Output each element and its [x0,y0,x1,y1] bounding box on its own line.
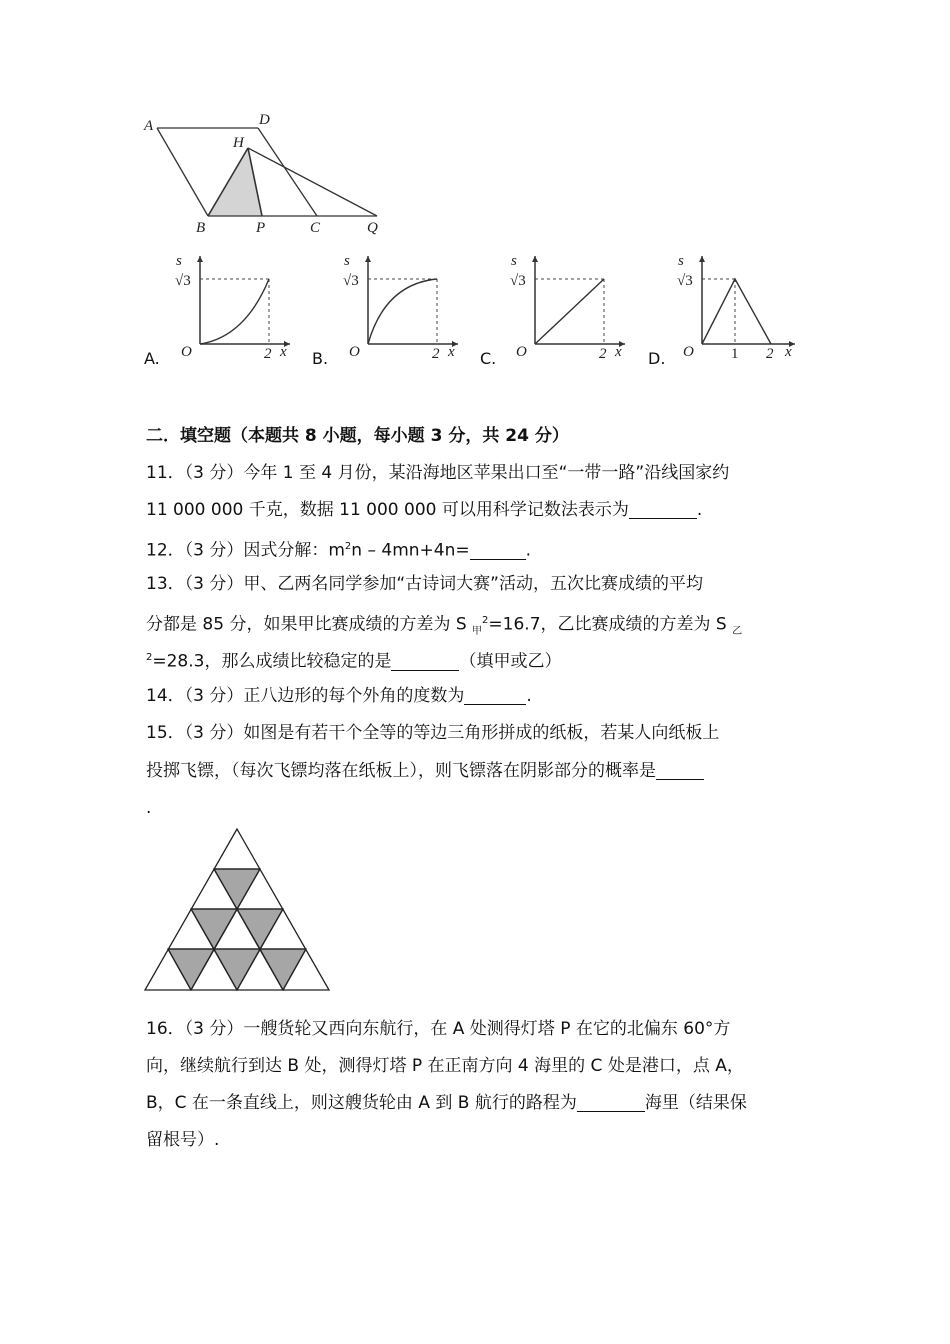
q12-text-mid: n – 4mn+4n= [351,540,470,561]
graph-option-b [333,252,463,362]
q13-text-c: =28.3，那么成绩比较稳定的是 [152,651,392,672]
label-q: Q [367,220,378,236]
graph-option-a [165,252,295,362]
q16-text-b: 海里（结果保 [644,1093,747,1113]
label-d: D [259,112,270,128]
triangle-dartboard [140,825,335,1000]
q16-line2: 向，继续航行到达 B 处，测得灯塔 P 在正南方向 4 海里的 C 处是港口，点 A， [146,1056,744,1076]
q14-answer-blank[interactable] [464,686,526,705]
shaded-triangle [168,949,214,990]
q13-text-a: 分都是 85 分，如果甲比赛成绩的方差为 S [146,614,467,635]
option-c-letter: C. [480,349,497,368]
graph-c-xlabel: x [615,344,622,360]
q12-period: . [525,540,532,561]
parallelogram-figure [140,110,400,240]
q13-sub-jia: 甲 [472,626,483,638]
shaded-triangle [237,909,283,949]
graph-d-origin: O [683,344,694,360]
option-d-letter: D. [648,349,666,368]
option-b-letter: B. [312,349,329,368]
q16-text-a: B，C 在一条直线上，则这艘货轮由 A 到 B 航行的路程为 [146,1093,577,1113]
q15-line2 [146,759,704,783]
q14-line [146,684,532,708]
shaded-triangle-bhp [208,148,262,216]
q13-text-d: （填甲或乙） [459,651,562,672]
graph-b-xtick: 2 [432,346,440,362]
q16-line3 [146,1091,747,1115]
q16-line1: 16．（3 分）一艘货轮又西向东航行，在 A 处测得灯塔 P 在它的北偏东 60°方 [146,1019,731,1039]
shaded-triangle [214,949,260,990]
graph-b-ylabel: s [344,253,350,269]
graph-d-xlabel: x [785,344,792,360]
shaded-triangle [214,869,260,909]
graph-c-ylabel: s [511,253,517,269]
q14-period: . [526,686,532,706]
q16-line4: 留根号）. [146,1130,220,1150]
label-a: A [144,118,154,134]
graph-c-xtick: 2 [599,346,607,362]
shaded-triangle [191,909,237,949]
q15-text: 投掷飞镖，（每次飞镖均落在纸板上），则飞镖落在阴影部分的概率是 [146,761,656,781]
graph-d-xtick-mid: 1 [731,346,739,362]
graph-b-origin: O [349,344,360,360]
graph-option-c [500,252,630,362]
graph-d-ylabel: s [678,253,684,269]
graph-a-origin: O [181,344,192,360]
graph-a-ylabel: s [176,253,182,269]
q13-sup-b: 2 [146,652,153,663]
graph-b-ytick: √3 [343,273,359,289]
graph-a-xtick: 2 [264,346,272,362]
shaded-triangle [260,949,306,990]
q13-line3 [146,646,561,674]
q11-period: . [696,500,703,520]
shaded-triangles [168,869,306,990]
q12-line [146,535,531,563]
graph-option-d [667,252,802,362]
graph-a-xlabel: x [280,344,287,360]
q11-answer-blank[interactable] [629,500,697,519]
q12-exponent: 2 [344,541,352,552]
graph-d-ytick: √3 [677,273,693,289]
section-heading: 二．填空题（本题共 8 小题，每小题 3 分，共 24 分） [146,426,569,446]
graph-d-xtick: 2 [766,346,774,362]
graph-c-ytick: √3 [510,273,526,289]
label-p: P [256,220,266,236]
q11-line2 [146,498,702,522]
q13-sup-a: 2 [482,615,489,626]
label-c: C [310,220,321,236]
q15-answer-blank[interactable] [656,761,704,780]
q13-line2 [146,609,742,644]
q15-line3: . [146,798,152,818]
q13-answer-blank[interactable] [391,652,459,671]
q11-text: 11 000 000 千克，数据 11 000 000 可以用科学记数法表示为 [146,500,629,520]
label-b: B [196,220,206,236]
q16-answer-blank[interactable] [577,1093,645,1112]
q13-text-b: =16.7，乙比赛成绩的方差为 S [488,614,727,635]
graph-a-ytick: √3 [175,273,191,289]
q13-sub-yi: 乙 [732,626,743,638]
q13-line1: 13．（3 分）甲、乙两名同学参加“古诗词大赛”活动，五次比赛成绩的平均 [146,574,703,594]
graph-b-xlabel: x [448,344,455,360]
label-h: H [233,135,244,151]
q12-answer-blank[interactable] [470,541,526,560]
q11-line1: 11．（3 分）今年 1 至 4 月份，某沿海地区苹果出口至“一带一路”沿线国家约 [146,463,730,483]
option-a-letter: A. [144,349,160,368]
graph-c-origin: O [516,344,527,360]
q12-text: 12．（3 分）因式分解：m [146,540,345,561]
q15-line1: 15．（3 分）如图是有若干个全等的等边三角形拼成的纸板，若某人向纸板上 [146,723,720,743]
q14-text: 14．（3 分）正八边形的每个外角的度数为 [146,686,465,706]
